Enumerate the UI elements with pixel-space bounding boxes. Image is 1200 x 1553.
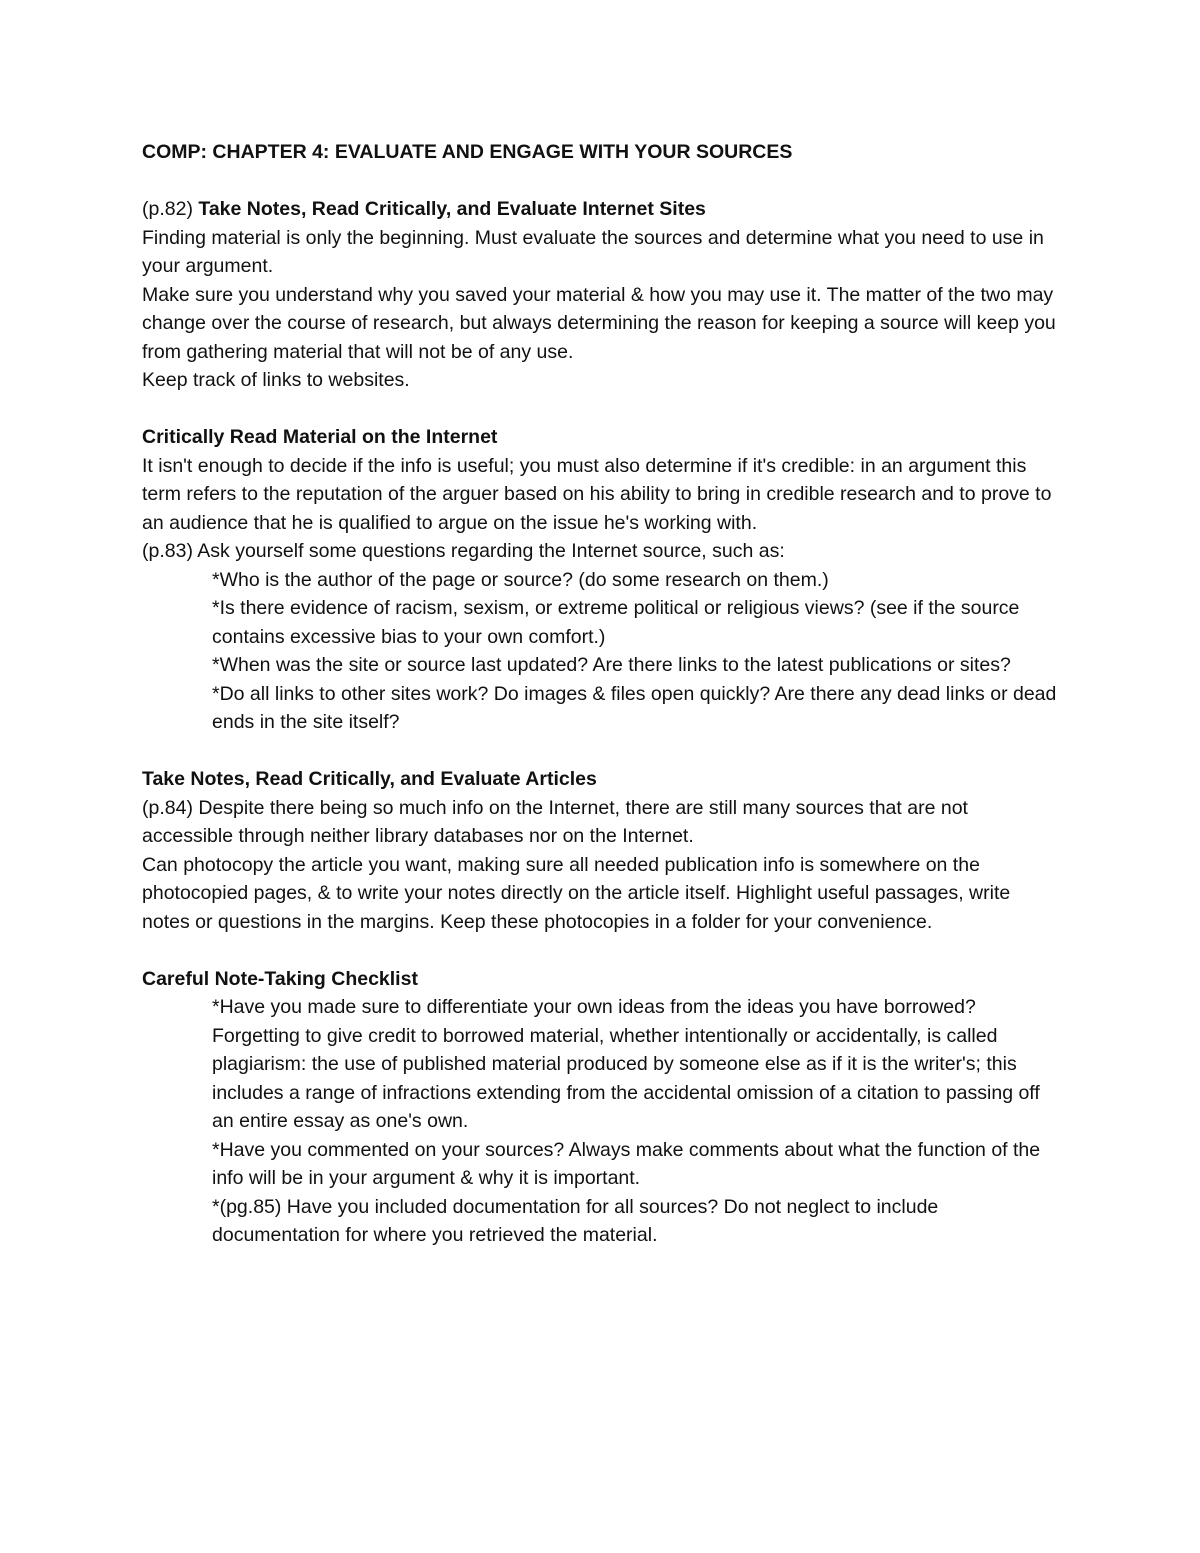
- question-item: *When was the site or source last updated? Are there links to the latest publications or sites?: [212, 654, 1011, 676]
- section-heading: Take Notes, Read Critically, and Evaluate Articles: [142, 768, 597, 790]
- question-item: *Who is the author of the page or source? (do some research on them.): [212, 568, 829, 591]
- paragraph: (p.83) Ask yourself some questions regarding the Internet source, such as:: [142, 540, 785, 562]
- section-heading: Take Notes, Read Critically, and Evaluate Internet Sites: [198, 198, 706, 220]
- section-evaluate-articles: [142, 765, 1062, 936]
- checklist-item: *Have you commented on your sources? Always make comments about what the function of the info will be in your argument & why it is important.: [212, 1138, 1041, 1189]
- section-critically-read: [142, 423, 1062, 737]
- section-internet-sites: [142, 195, 1062, 395]
- checklist-item: *(pg.85) Have you included documentation for all sources? Do not neglect to include documentation for where you retrieved the material.: [212, 1195, 939, 1246]
- page-reference: (p.82): [142, 198, 199, 220]
- paragraph: Make sure you understand why you saved your material & how you may use it. The matter of the two may change over the course of research, but always determining the reason for keeping a source will keep you from gathering material that will not be of any use.: [142, 283, 1056, 363]
- question-item: *Is there evidence of racism, sexism, or extreme political or religious views? (see if the source contains excessive bias to your own comfort.): [212, 597, 1020, 648]
- paragraph: Finding material is only the beginning. Must evaluate the sources and determine what you need to use in your argument.: [142, 226, 1044, 277]
- section-heading-line: [142, 195, 1062, 224]
- paragraph: It isn't enough to decide if the info is useful; you must also determine if it's credible: in an argument this term refers to the reputation of the arguer based on his ability to bring in credible research and to prove to an audience that he is qualified to argue on the issue he's working with.: [142, 454, 1052, 534]
- checklist-item: *Have you made sure to differentiate your own ideas from the ideas you have borrowed? Forgetting to give credit to borrowed material, whether intentionally or accidentally, is called plagiarism: the use of published material produced by someone else as if it is the writer's; this includes a range of infractions extending from the accidental omission of a citation to passing off an entire essay as one's own.: [212, 996, 1040, 1132]
- section-heading: Critically Read Material on the Internet: [142, 426, 498, 448]
- section-note-taking-checklist: [142, 965, 1062, 1250]
- paragraph: Keep track of links to websites.: [142, 369, 410, 391]
- section-heading: Careful Note-Taking Checklist: [142, 967, 418, 990]
- document-page: [142, 138, 1062, 1250]
- question-item: *Do all links to other sites work? Do images & files open quickly? Are there any dead links or dead ends in the site itself?: [212, 682, 1057, 733]
- paragraph: (p.84) Despite there being so much info on the Internet, there are still many sources that are not accessible through neither library databases nor on the Internet.: [142, 796, 968, 847]
- paragraph: Can photocopy the article you want, making sure all needed publication info is somewhere on the photocopied pages, & to write your notes directly on the article itself. Highlight useful passages, write notes or questions in the margins. Keep these photocopies in a folder for your convenience.: [142, 853, 1011, 933]
- document-title: COMP: CHAPTER 4: EVALUATE AND ENGAGE WITH YOUR SOURCES: [142, 141, 793, 163]
